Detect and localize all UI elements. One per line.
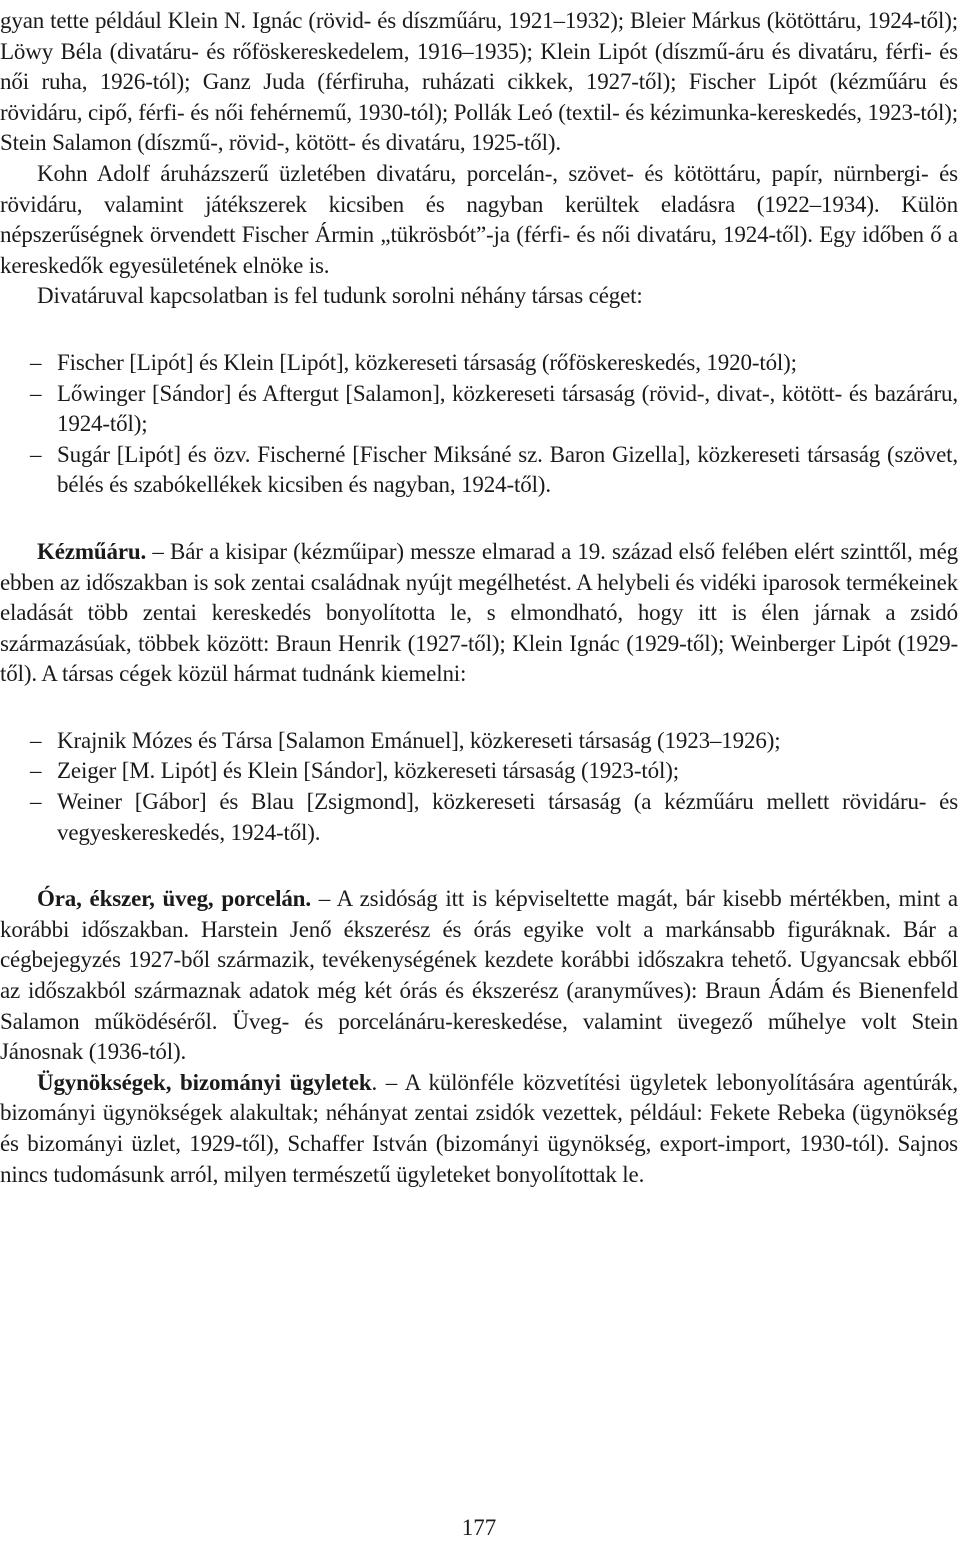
list-item <box>0 787 958 848</box>
section-heading-ora: Óra, ékszer, üveg, porcelán. <box>37 886 311 912</box>
spacer <box>0 312 958 348</box>
section-heading-kezmuaru: Kézműáru. <box>37 538 147 564</box>
list-item <box>0 726 958 757</box>
paragraph-kohn-adolf: Kohn Adolf áruházszerű üzletében divatáru, porcelán-, szövet- és kötöttáru, papír, nürnbergi- és rövidáru, valamint játékszerek kicsiben és nagyban kerültek eladásra (1922–1934). Külön népszerűségnek örvendett Fischer Ármin „tükrösbót”-ja (férfi- és női divatáru, 1924-től). Egy időben ő a kereskedők egyesületének elnöke is. <box>0 160 958 278</box>
list-item <box>0 348 958 379</box>
dash-marker: – <box>30 380 42 406</box>
paragraph-divataru-intro: Divatáruval kapcsolatban is fel tudunk sorolni néhány társas céget: <box>37 283 643 309</box>
list-item <box>0 379 958 440</box>
paragraph-kezmuaru-text: – Bár a kisipar (kézműipar) messze elmarad a 19. század első felében elért szinttől, még ebben az időszakban is sok zentai családnak nyújt megélhetést. A helybeli és vidéki iparosok termékeinek eladását több zentai kereskedés bonyolította le, s elmondható, hogy itt is élen járnak a zsidó származásúak, többek között: Braun Henrik (1927-től); Klein Ignác (1929-től); Weinberger Lipót (1929-től). A társas cégek közül hármat tudnánk kiemelni: <box>0 538 958 687</box>
paragraph-continuation: gyan tette például Klein N. Ignác (rövid- és díszműáru, 1921–1932); Bleier Márkus (kötöttáru, 1924-től); Löwy Béla (divatáru- és rőföskereskedelem, 1916–1935); Klein Lipót (díszmű-áru és divatáru, férfi- és női ruha, 1926-tól); Ganz Juda (férfiruha, ruházati cikkek, 1927-től); Fischer Lipót (kézműáru és rövidáru, cipő, férfi- és női fehérnemű, 1930-tól); Pollák Leó (textil- és kézimunka-kereskedés, 1923-tól); Stein Salamon (díszmű-, rövid-, kötött- és divatáru, 1925-től). <box>0 8 958 156</box>
spacer <box>0 848 958 884</box>
paragraph-kezmuaru <box>0 537 958 690</box>
dash-marker: – <box>30 349 42 375</box>
spacer <box>0 690 958 726</box>
list-item-text: Krajnik Mózes és Társa [Salamon Emánuel], közkereseti társaság (1923–1926); <box>57 727 781 753</box>
list-item <box>0 440 958 501</box>
list-item <box>0 756 958 787</box>
section-heading-ugynoksegek: Ügynökségek, bizományi ügyletek <box>37 1069 372 1095</box>
list-item-text: Zeiger [M. Lipót] és Klein [Sándor], közkereseti társaság (1923-tól); <box>57 758 679 784</box>
list-item-text: Weiner [Gábor] és Blau [Zsigmond], közkereseti társaság (a kézműáru mellett rövidáru- és vegyeskereskedés, 1924-től). <box>57 789 958 845</box>
dash-marker: – <box>30 758 42 784</box>
list-kezmuaru-companies <box>0 726 958 848</box>
dash-marker: – <box>30 727 42 753</box>
dash-marker: – <box>30 441 42 467</box>
page-number: 177 <box>461 1515 497 1540</box>
list-item-text: Lőwinger [Sándor] és Aftergut [Salamon], közkereseti társaság (rövid-, divat-, kötött- és bazáráru, 1924-től); <box>57 380 958 437</box>
list-item-text: Sugár [Lipót] és özv. Fischerné [Fischer Miksáné sz. Baron Gizella], közkereseti társaság (szövet, bélés és szabókellékek kicsiben és nagyban, 1924-től). <box>57 441 958 498</box>
spacer <box>0 501 958 537</box>
paragraph-ora-text: – A zsidóság itt is képviseltette magát, bár kisebb mértékben, mint a korábbi időszakban. Harstein Jenő ékszerész és órás egyike volt a markánsabb figuráknak. Bár a cégbejegyzés 1927-ből származik, tevékenységének kezdete korábbi időszakra tehető. Ugyancsak ebből az időszakból származnak adatok még két órás és ékszerész (aranyműves): Braun Ádám és Bienenfeld Salamon működéséről. Üveg- és porcelánáru-kereskedése, valamint üvegező műhelye volt Stein Jánosnak (1936-tól). <box>0 886 958 1065</box>
paragraph-ugynoksegek-text: . – A különféle közvetítési ügyletek lebonyolítására agentúrák, bizományi ügynökségek alakultak; néhányat zentai zsidók vezettek, például: Fekete Rebeka (ügynökség és bizományi üzlet, 1929-től), Schaffer István (bizományi ügynökség, export-import, 1930-tól). Sajnos nincs tudomásunk arról, milyen természetű ügyleteket bonyolítottak le. <box>0 1069 959 1187</box>
list-divataru-companies <box>0 348 958 501</box>
paragraph-ora-ekszer <box>0 884 958 1068</box>
paragraph-ugynoksegek <box>0 1068 958 1190</box>
body-text <box>0 6 958 1190</box>
list-item-text: Fischer [Lipót] és Klein [Lipót], közkereseti társaság (rőföskereskedés, 1920-tól); <box>57 349 797 375</box>
dash-marker: – <box>30 789 42 815</box>
